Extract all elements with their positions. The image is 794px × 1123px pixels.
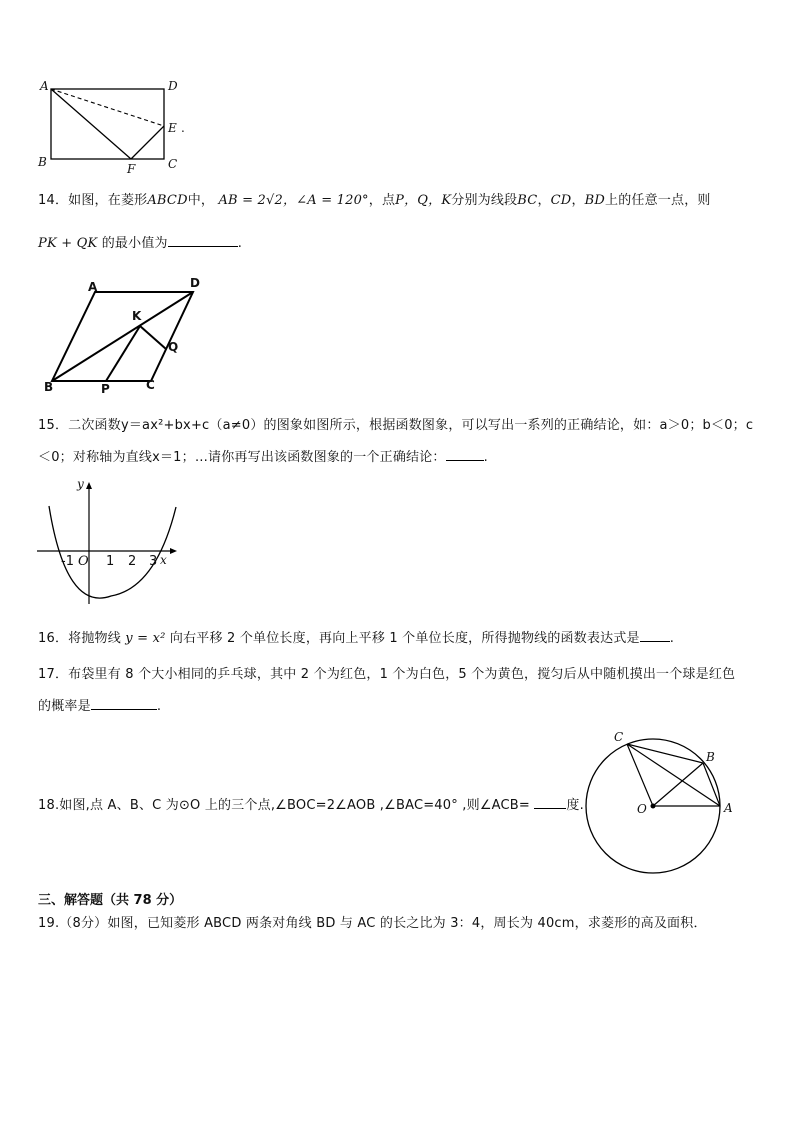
fig13-label-a: A <box>40 79 49 93</box>
q14-line2-text: 的最小值为 <box>101 236 168 251</box>
q14-points: ，点 <box>368 193 396 208</box>
fig15-tick-1: 1 <box>106 554 115 569</box>
q16-text2: 向右平移 2 个单位长度，再向上平移 1 个单位长度，所得抛物线的函数表达式是 <box>169 631 640 646</box>
q14-text2: 分别为线段 <box>451 193 518 208</box>
q14-pqk: P，Q，K <box>395 193 452 208</box>
section-3-heading: 三、解答题（共 78 分） <box>38 893 183 908</box>
fig14-label-a: A <box>88 280 98 294</box>
q16-expr: y = x² <box>125 631 166 646</box>
fig15-label-y: y <box>77 477 84 491</box>
q14-cd: CD <box>550 193 572 208</box>
fig14-label-p: P <box>101 382 110 396</box>
q14-mid: 中， <box>187 193 215 208</box>
q14-bd: BD <box>584 193 606 208</box>
q17-end: . <box>156 699 162 714</box>
q14-ab: AB = 2√2 <box>218 193 283 208</box>
q14-sep2: ， <box>571 193 585 208</box>
q14-text3: 上的任意一点，则 <box>605 193 711 208</box>
fig15-label-x: x <box>160 553 167 567</box>
fig14-label-q: Q <box>168 340 179 354</box>
fig15-label-o: O <box>78 554 89 569</box>
fig13-label-f: F <box>127 162 136 176</box>
q18-text: 18.如图,点 A、B、C 为⊙O 上的三个点,∠BOC=2∠AOB ,∠BAC=40° ,则∠ACB= <box>38 798 531 813</box>
fig14-label-k: K <box>132 309 142 323</box>
fig18-label-c: C <box>614 730 624 744</box>
q16-end: . <box>669 631 675 646</box>
q14-expr: PK + QK <box>38 236 98 251</box>
fig18-label-o: O <box>637 802 647 816</box>
q17-line2-text: 的概率是 <box>38 699 91 714</box>
fig15-tick-2: 2 <box>128 554 137 569</box>
fig15-tick-neg1: -1 <box>61 554 74 569</box>
fig13-label-d: D <box>168 79 178 93</box>
fig13-label-e: E <box>168 121 177 135</box>
q14-name: ABCD <box>147 193 188 208</box>
q14-prefix: 14．如图，在菱形 <box>38 193 148 208</box>
fig13-label-e-dot: . <box>181 121 185 135</box>
fig14-label-b: B <box>44 380 54 394</box>
fig13-label-c: C <box>168 157 178 171</box>
fig18-label-a: A <box>724 801 733 815</box>
q15-end: . <box>483 450 488 465</box>
q14-angle: ，∠A = 120° <box>282 193 369 208</box>
fig15-tick-3: 3 <box>149 554 158 569</box>
fig13-label-b: B <box>38 155 47 169</box>
question-15-line-1: 15．二次函数y＝ax²+bx+c（a≠0）的图象如图所示，根据函数图象，可以写出一系列的正确结论，如：a＞0；b＜0；c <box>38 418 754 433</box>
fig14-label-c: C <box>146 378 155 392</box>
q15-line2-text: ＜0；对称轴为直线x＝1；…请你再写出该函数图象的一个正确结论： <box>38 450 446 465</box>
fig14-label-d: D <box>190 276 200 290</box>
question-19: 19.（8分）如图，已知菱形 ABCD 两条对角线 BD 与 AC 的长之比为 3：4，周长为 40cm，求菱形的高及面积． <box>38 916 707 931</box>
q16-text1: 16．将抛物线 <box>38 631 121 646</box>
question-17-line-1: 17．布袋里有 8 个大小相同的乒乓球，其中 2 个为红色，1 个为白色，5 个为黄色，搅匀后从中随机摸出一个球是红色 <box>38 667 736 682</box>
fig18-label-b: B <box>706 750 715 764</box>
q18-end: 度. <box>566 798 584 813</box>
q14-bc: BC <box>517 193 538 208</box>
q14-end: . <box>237 236 243 251</box>
q14-sep1: ， <box>537 193 551 208</box>
